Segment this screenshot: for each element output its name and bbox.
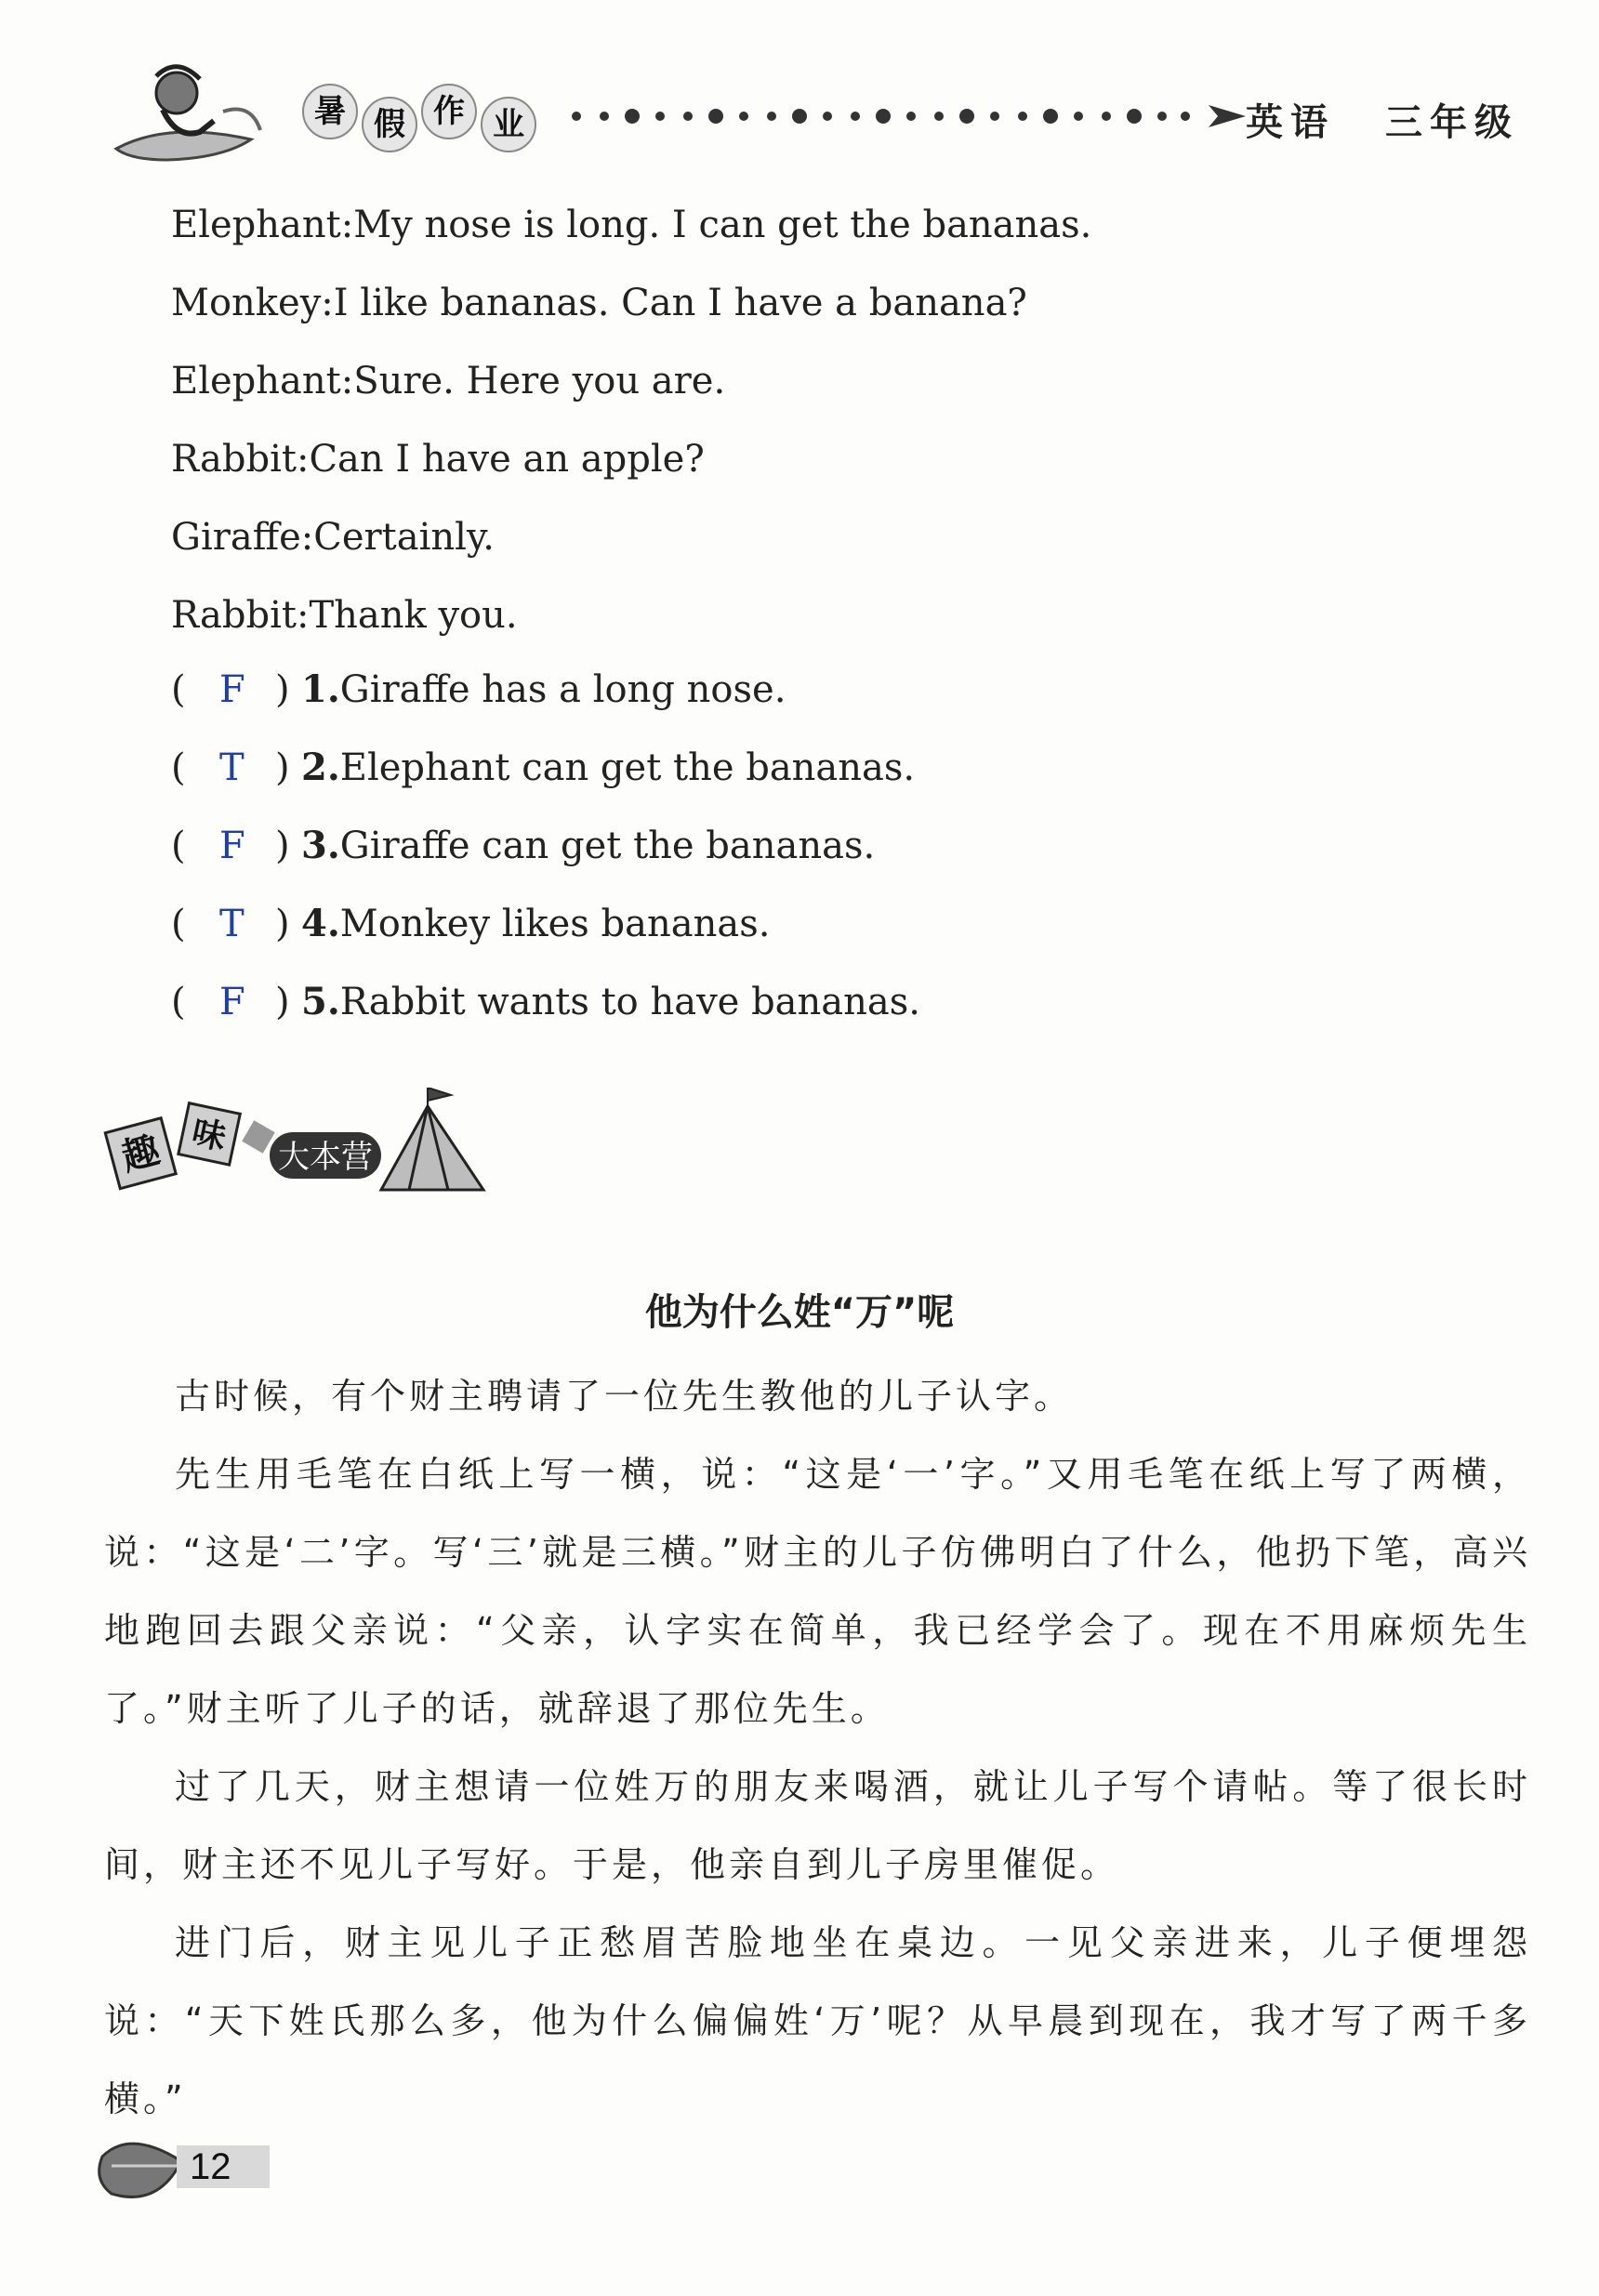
answer-mark: T: [219, 746, 244, 789]
answer-mark: T: [219, 903, 244, 945]
banner-char: 味: [188, 1113, 230, 1158]
question-text: Monkey likes bananas.: [339, 903, 771, 945]
answer-blank[interactable]: ( F ): [171, 807, 301, 885]
dialogue: [171, 186, 1091, 654]
page-number: 12: [177, 2145, 270, 2188]
question-number: 1.: [301, 667, 340, 711]
story-paragraph: 古时候，有个财主聘请了一位先生教他的儿子认字。: [175, 1376, 1074, 1417]
question-text: Elephant can get the bananas.: [339, 746, 916, 789]
dotted-arrow-divider: [567, 102, 1255, 130]
page-footer: [93, 2129, 279, 2212]
series-char: 假: [362, 97, 417, 152]
question-text: Giraffe can get the bananas.: [339, 825, 876, 867]
story-paragraph: 先生用毛笔在白纸上写一横，说：“这是‘一’字。”又用毛笔在纸上写了两横，说：“这是‘二’字。写‘三’就是三横。”财主的儿子仿佛明白了什么，他扔下笔，高兴地跑回去跟父亲说：“父亲，认字实在简单，我已经学会了。现在不用麻烦先生了。”财主听了儿子的话，就辞退了那位先生。: [104, 1454, 1531, 1729]
story-body: [104, 1357, 1531, 2138]
series-title: [302, 74, 536, 149]
answer-blank[interactable]: ( T ): [171, 729, 301, 807]
subject-label: 英语: [1246, 101, 1335, 144]
answer-mark: F: [219, 981, 245, 1023]
question-text: Rabbit wants to have bananas.: [339, 981, 920, 1023]
answer-blank[interactable]: ( F ): [171, 651, 301, 729]
dialogue-line: Monkey:I like bananas. Can I have a banana?: [171, 282, 1027, 324]
question-number: 4.: [301, 902, 340, 945]
question-item: [171, 651, 920, 729]
page-header: [102, 56, 1534, 167]
mascot-surfer-icon: [112, 56, 270, 167]
grade-label: 三年级: [1385, 101, 1519, 144]
question-number: 2.: [301, 746, 340, 789]
true-false-questions: [171, 651, 920, 1041]
answer-blank[interactable]: ( T ): [171, 885, 301, 963]
story-paragraph: 进门后，财主见儿子正愁眉苦脸地坐在桌边。一见父亲进来，儿子便埋怨说：“天下姓氏那么多，他为什么偏偏姓‘万’呢？从早晨到现在，我才写了两千多横。”: [104, 1922, 1531, 2119]
answer-mark: F: [219, 825, 245, 867]
dialogue-line: Elephant:Sure. Here you are.: [171, 360, 726, 402]
dialogue-line: Giraffe:Certainly.: [171, 516, 495, 559]
question-number: 5.: [301, 980, 340, 1023]
dialogue-line: Rabbit:Thank you.: [171, 594, 518, 637]
dialogue-line: Rabbit:Can I have an apple?: [171, 438, 705, 481]
fun-camp-banner: [102, 1088, 493, 1208]
question-item: [171, 963, 920, 1041]
series-char: 业: [481, 97, 536, 152]
question-item: [171, 729, 920, 807]
answer-mark: F: [219, 668, 245, 711]
series-char: 暑: [302, 84, 358, 139]
banner-title: 大本营: [278, 1139, 373, 1176]
series-char: 作: [421, 84, 477, 139]
question-text: Giraffe has a long nose.: [339, 668, 786, 711]
question-number: 3.: [301, 824, 340, 867]
dialogue-line: Elephant:My nose is long. I can get the bananas.: [171, 204, 1092, 246]
question-item: [171, 885, 920, 963]
story-paragraph: 过了几天，财主想请一位姓万的朋友来喝酒，就让儿子写个请帖。等了很长时间，财主还不见儿子写好。于是，他亲自到儿子房里催促。: [104, 1766, 1531, 1885]
story-title: 他为什么姓“万”呢: [644, 1291, 955, 1334]
question-item: [171, 807, 920, 885]
banner-char: 趣: [117, 1128, 165, 1181]
answer-blank[interactable]: ( F ): [171, 963, 301, 1041]
